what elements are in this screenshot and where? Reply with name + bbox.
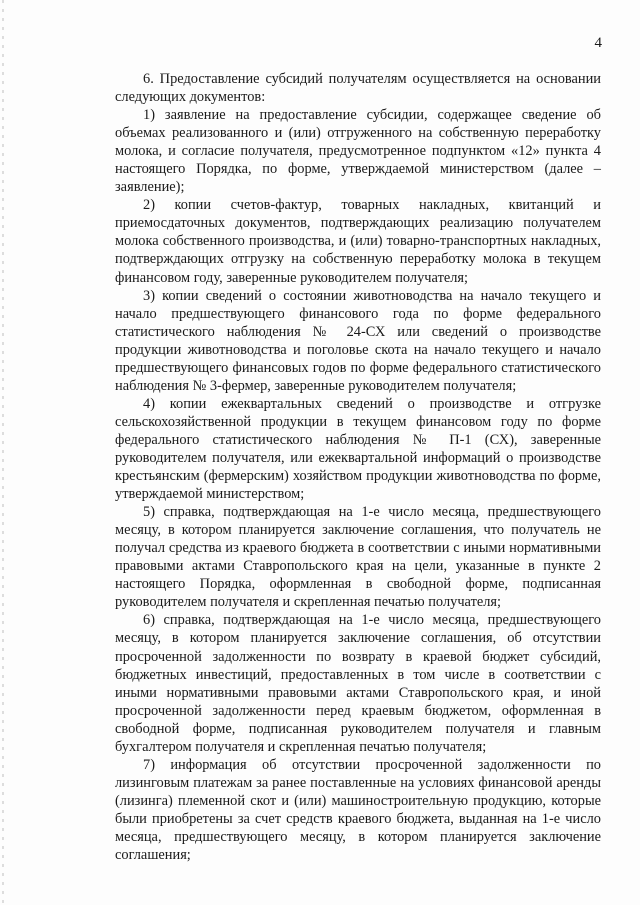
paragraph-item-2: 2) копии счетов-фактур, товарных накладных, квитанций и приемосдаточных документов, подтверждающих реализацию получателем молока собственного производства, и (или) товарно-транспортных накладных, подтверждающих отгрузку на собственную переработку молока в текущем финансовом году, заверенные руководителем получателя;	[115, 197, 601, 286]
paragraph-item-5: 5) справка, подтверждающая на 1-е число месяца, предшествующего месяцу, в котором планируется заключение соглашения, что получатель не получал средства из краевого бюджета в соответствии с иными нормативными правовыми актами Ставропольского края на цели, указанные в пункте 2 настоящего Порядка, оформленная в свободной форме, подписанная руководителем получателя и скрепленная печатью получателя;	[115, 504, 601, 611]
paragraph-item-7: 7) информация об отсутствии просроченной задолженности по лизинговым платежам за ранее поставленные на условиях финансовой аренды (лизинга) племенной скот и (или) машиностроительную продукцию, которые были приобретены за счет средств краевого бюджета, выданная на 1-е число месяца, предшествующего месяцу, в котором планируется заключение соглашения;	[115, 756, 601, 864]
paragraph-item-6: 6) справка, подтверждающая на 1-е число месяца, предшествующего месяцу, в котором планируется заключение соглашения, об отсутствии просроченной задолженности по возврату в краевой бюджет субсидий, бюджетных инвестиций, предоставленных в том числе в соответствии с иными нормативными правовыми актами Ставропольского края, и иной просроченной задолженности перед краевым бюджетом, оформленная в свободной форме, подписанная руководителем получателя и главным бухгалтером получателя и скрепленная печатью получателя;	[115, 612, 601, 755]
paragraph-item-3: 3) копии сведений о состоянии животноводства на начало текущего и начало предшествующего финансового года по форме федерального статистического наблюдения № 24-СХ или сведений о производстве продукции животноводства и поголовье скота на начало текущего и начало предшествующего финансовых годов по форме федерального статистического наблюдения № 3-фермер, заверенные руководителем получателя;	[115, 287, 601, 394]
paragraph-item-1: 1) заявление на предоставление субсидии, содержащее сведение об объемах реализованного и (или) отгруженного на собственную переработку молока, и согласие получателя, предусмотренное подпунктом «12» пункта 4 настоящего Порядка, по форме, утверждаемой министерством (далее – заявление);	[115, 107, 601, 196]
page-number: 4	[594, 35, 602, 51]
paragraph-item-4: 4) копии ежеквартальных сведений о производстве и отгрузке сельскохозяйственной продукции в текущем финансовом году по форме федерального статистического наблюдения № П-1 (СХ), заверенные руководителем получателя, или ежеквартальной информаций о производстве крестьянским (фермерским) хозяйством продукции животноводства по форме, утверждаемой министерством;	[115, 395, 601, 503]
document-body	[115, 70, 601, 864]
paragraph-clause-6: 6. Предоставление субсидий получателям осуществляется на основании следующих документов:	[115, 71, 601, 106]
binding-edge-marks	[2, 0, 4, 905]
